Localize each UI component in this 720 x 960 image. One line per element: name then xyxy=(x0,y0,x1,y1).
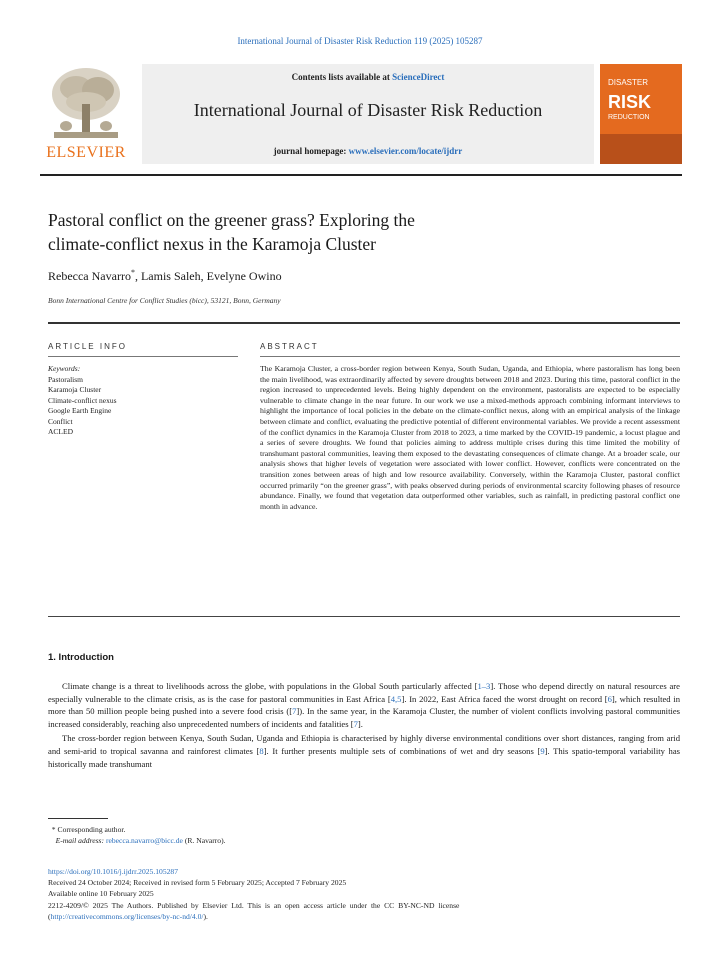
corresponding-mark[interactable]: * xyxy=(130,268,135,277)
author-name[interactable]: Evelyne Owino xyxy=(206,269,282,283)
email-note xyxy=(48,835,680,846)
corresponding-note: * Corresponding author. xyxy=(48,825,126,834)
affiliation: Bonn International Centre for Conflict Studies (bicc), 53121, Bonn, Germany xyxy=(48,296,281,305)
doi-link[interactable]: https://doi.org/10.1016/j.ijdrr.2025.105287 xyxy=(48,867,179,876)
journal-title: International Journal of Disaster Risk Reduction xyxy=(193,100,543,120)
article-metadata xyxy=(48,866,680,922)
text-run: ], which resulted in more than 50 million people being pushed into a severe food crisis ([ xyxy=(48,693,680,717)
corresponding-text: Corresponding author. xyxy=(57,825,126,834)
author-name[interactable]: Lamis Saleh xyxy=(140,269,201,283)
footnote xyxy=(48,824,680,846)
header-divider xyxy=(40,174,682,176)
citation-link[interactable]: 1–3 xyxy=(477,681,491,691)
elsevier-tree-icon xyxy=(46,64,126,142)
text-run: ]. In 2022, East Africa faced the worst drought on record [ xyxy=(401,693,608,704)
text-run: ]. Those who depend directly on natural resources are especially vulnerable to the climate crisis, as is the case for pastoral communities in East Africa [ xyxy=(48,681,680,704)
keyword: Google Earth Engine xyxy=(48,406,112,415)
abstract-rule xyxy=(260,356,680,357)
paren-close: ). xyxy=(203,911,208,921)
citation-link[interactable]: 7 xyxy=(292,706,297,717)
email-label: E-mail address: xyxy=(55,836,105,845)
citation-link[interactable]: 7 xyxy=(353,718,358,729)
journal-reference[interactable]: International Journal of Disaster Risk Reduction 119 (2025) 105287 xyxy=(237,36,483,46)
email-link[interactable]: rebecca.navarro@bicc.de xyxy=(105,836,183,845)
elsevier-wordmark: ELSEVIER xyxy=(46,144,126,161)
text-run: ]. xyxy=(357,718,363,729)
keyword: Climate-conflict nexus xyxy=(48,395,117,405)
article-info-heading: ARTICLE INFO xyxy=(48,342,127,351)
text-run: The cross-border region between Kenya, South Sudan, Uganda and Ethiopia is characterised by highly diverse environmental conditions over short distances, ranging from arid and semi-arid to tropical savanna and rainforest climates [ xyxy=(48,733,680,756)
online-date: Available online 10 February 2025 xyxy=(48,889,154,899)
citation-link[interactable]: 8 xyxy=(259,745,264,756)
journal-banner xyxy=(142,64,594,164)
abstract-heading: ABSTRACT xyxy=(260,342,319,351)
keyword: Pastoralism xyxy=(48,374,83,384)
journal-cover[interactable] xyxy=(600,64,682,164)
keyword: Karamoja Cluster xyxy=(48,385,102,394)
abstract-divider xyxy=(48,616,680,617)
text-run: ]). In the same year, in the Karamoja Cluster, the number of violent conflicts involving pastoral communities increased considerably, reaching also unprecedented numbers of incidents and fatalities [ xyxy=(48,706,680,729)
cover-line-3: REDUCTION xyxy=(608,114,650,121)
license-link[interactable]: http://creativecommons.org/licenses/by-nc-nd/4.0/ xyxy=(50,911,204,921)
contents-line xyxy=(142,72,594,82)
keywords-block xyxy=(48,364,238,438)
received-dates: Received 24 October 2024; Received in revised form 5 February 2025; Accepted 7 February 2025 xyxy=(48,878,347,888)
keyword: ACLED xyxy=(48,427,73,436)
cover-line-1: DISASTER xyxy=(608,78,649,87)
cover-line-2: RISK xyxy=(608,92,652,112)
text-run: ]. It further presents multiple sets of combinations of wet and dry seasons [ xyxy=(263,745,541,756)
cover-band xyxy=(600,134,682,164)
article-title xyxy=(48,208,568,256)
sciencedirect-link[interactable]: ScienceDirect xyxy=(392,72,445,82)
homepage-link[interactable]: www.elsevier.com/locate/ijdrr xyxy=(348,146,463,156)
info-divider xyxy=(48,322,680,324)
keyword: Conflict xyxy=(48,416,73,426)
homepage-line xyxy=(142,146,594,156)
intro-paragraph-1 xyxy=(48,680,680,730)
text-run: ]. This spatio-temporal variability has historically made transhumant xyxy=(48,745,680,769)
text-run: Climate change is a threat to livelihoods across the globe, with populations in the Global South particularly affected [ xyxy=(62,681,478,691)
elsevier-logo xyxy=(40,60,132,164)
license-link-line xyxy=(48,911,680,922)
journal-header xyxy=(40,60,682,164)
title-line-1: Pastoral conflict on the greener grass? Exploring the xyxy=(48,210,415,230)
email-suffix: (R. Navarro). xyxy=(182,836,226,845)
introduction-heading: 1. Introduction xyxy=(48,652,114,663)
introduction-body xyxy=(48,680,680,770)
paren-open: ( xyxy=(48,911,51,921)
abstract-text: The Karamoja Cluster, a cross-border region between Kenya, South Sudan, Uganda, and Ethiopia, where pastoralism has long been the main livelihood, was extraordinarily affected by severe droughts between 2018 and 2023. During this time, pastoral conflict in the region increased to unprecedented levels. Being highly dependent on the environment, pastoralists are expected to be especially vulnerable to climate change in the near future. In our work we use a mixed-methods approach combining informant interviews to highlight the importance of local policies in the debate on the climate-conflict nexus, along with an empirical analysis of the linkage between climate and conflict, evaluating the predictive potential of different environmental variables. We provide a recent assessment of the conflict dynamics in the Karamoja Cluster from 2018 to 2023, a time marked by the COVID-19 pandemic, a locust plague and a series of severe droughts. We found that policies aiming to address multiple crises during this time limited the mobility of transhumant pastoral communities, leaving them exposed to the devastating consequences of climate change. At a broader scale, our analysis shows that higher levels of vegetation were associated with lower conflict. However, conflicts were concentrated on the transition zones between areas of high and low resource availability. Conversely, within the Karamoja Cluster, pastoral conflict occurred primarily “on the greener grass”, with peaks observed during periods of environmental scarcity following phases of resource abundance. Finally, we found that vegetation data outperformed other variables, such as rainfall, in predicting pastoral conflict one month in advance. xyxy=(260,364,680,511)
author-name[interactable]: Rebecca Navarro xyxy=(48,269,131,283)
intro-paragraph-2 xyxy=(48,732,680,770)
citation-link[interactable]: 4,5 xyxy=(390,693,402,704)
footnote-rule xyxy=(48,818,108,819)
citation-link[interactable]: 9 xyxy=(540,745,545,756)
contents-prefix: Contents lists available at xyxy=(291,72,393,82)
homepage-prefix: journal homepage: xyxy=(273,146,349,156)
article-info-rule xyxy=(48,356,238,357)
license-text: 2212-4209/© 2025 The Authors. Published by Elsevier Ltd. This is an open access article under the CC BY-NC-ND license xyxy=(48,900,460,910)
title-line-2: climate-conflict nexus in the Karamoja Cluster xyxy=(48,234,377,254)
author-list: Rebecca Navarro*, Lamis Saleh, Evelyne Owino xyxy=(48,268,282,283)
citation-link[interactable]: 6 xyxy=(607,693,612,704)
keywords-label: Keywords: xyxy=(48,364,81,373)
